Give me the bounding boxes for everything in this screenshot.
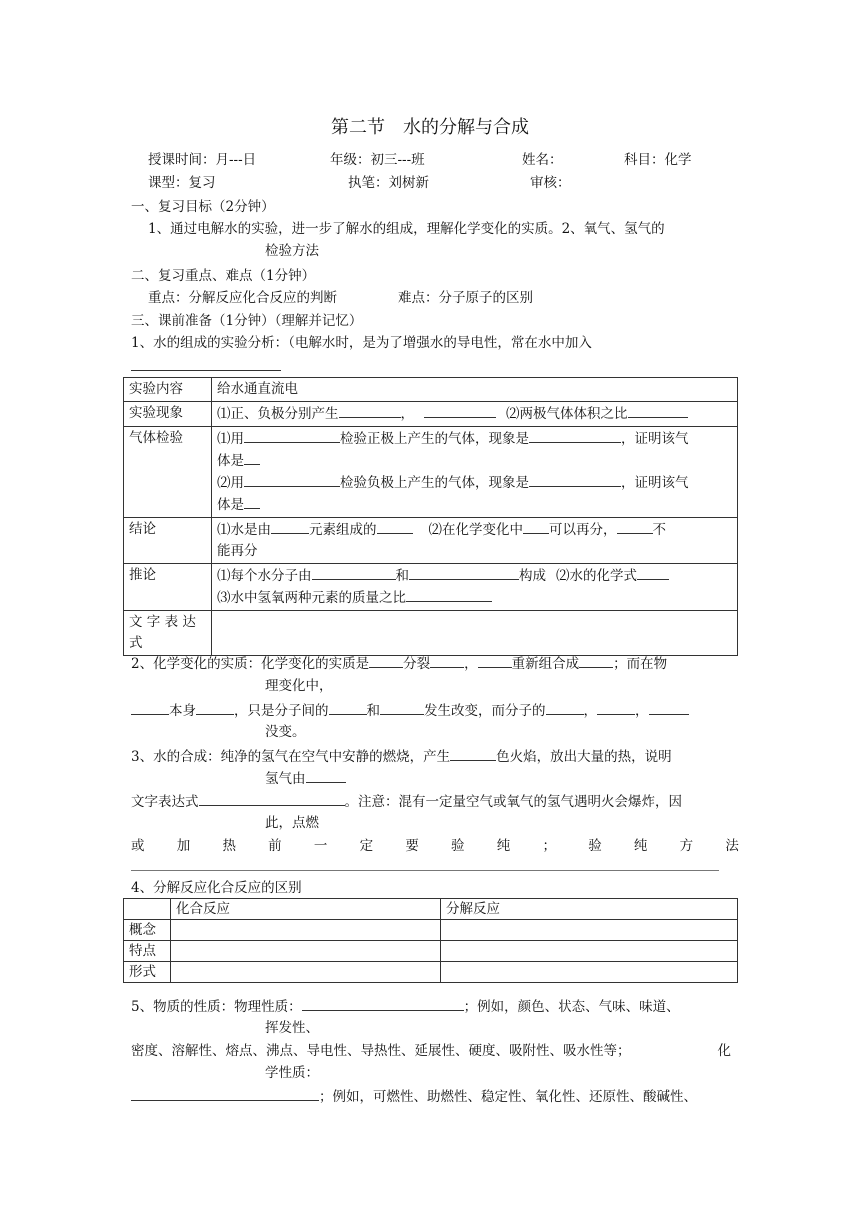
row-label: 气体检验 bbox=[124, 427, 212, 518]
subject: 科目：化学 bbox=[624, 152, 692, 168]
table-row bbox=[124, 899, 738, 920]
item-5-line-2: 挥发性、 bbox=[265, 1020, 319, 1036]
item-2-line-4: 没变。 bbox=[265, 724, 306, 740]
table-row bbox=[124, 518, 738, 564]
goal-line-2: 检验方法 bbox=[265, 243, 319, 259]
item-5-line-4: 学性质： bbox=[265, 1065, 319, 1081]
row-label: 实验内容 bbox=[124, 378, 212, 402]
section-1-heading: 一、复习目标（2分钟） bbox=[131, 199, 275, 215]
page-title: 第二节 水的分解与合成 bbox=[331, 117, 529, 138]
item-3-line-3: 文字表达式 。注意：混有一定量空气或氧气的氢气遇明火会爆炸，因 bbox=[131, 791, 682, 812]
table-row bbox=[124, 402, 738, 427]
table-row bbox=[124, 962, 738, 983]
reviewer-label: 审核： bbox=[530, 175, 571, 191]
lesson-time: 授课时间：月---日 bbox=[148, 152, 257, 168]
item-5-line-5: ；例如，可燃性、助燃性、稳定性、氧化性、还原性、酸碱性、 bbox=[131, 1086, 697, 1107]
goal-line-1: 1、通过电解水的实验，进一步了解水的组成，理解化学变化的实质。2、氧气、氢气的 bbox=[148, 221, 665, 237]
row-value: ⑴每个水分子由 和 构成 ⑵水的化学式 ⑶水中氢氧两种元素的质量之比 bbox=[212, 564, 738, 611]
table-row bbox=[124, 611, 738, 656]
item-3-line-5: 或 加 热 前 一 定 要 验 纯 ； 验 纯 方 法 bbox=[131, 838, 739, 854]
difficult-point: 难点：分子原子的区别 bbox=[398, 290, 533, 306]
item-3-line-1: 3、水的合成：纯净的氢气在空气中安静的燃烧，产生 色火焰，放出大量的热，说明 bbox=[131, 746, 672, 767]
student-name-label: 姓名： bbox=[522, 152, 563, 168]
electrolysis-table bbox=[123, 377, 738, 656]
row-label: 特点 bbox=[124, 941, 171, 962]
row-label: 概念 bbox=[124, 920, 171, 941]
item-4-heading: 4、分解反应化合反应的区别 bbox=[131, 880, 302, 896]
corner-cell bbox=[124, 899, 171, 920]
section-2-heading: 二、复习重点、难点（1分钟） bbox=[131, 268, 316, 284]
item-5-line-3: 密度、溶解性、熔点、沸点、导电性、导热性、延展性、硬度、吸附性、吸水性等； 化 bbox=[131, 1043, 731, 1059]
item-3-line-2: 氢气由 bbox=[265, 768, 346, 789]
item-5-line-1: 5、物质的性质：物理性质： ；例如，颜色、状态、气味、味道、 bbox=[131, 996, 680, 1017]
row-value bbox=[212, 611, 738, 656]
item-2-line-3: 本身 ，只是分子间的 和 发生改变，而分子的 ， ， bbox=[131, 700, 689, 721]
table-row bbox=[124, 941, 738, 962]
row-value: ⑴正、负极分别产生 ， ⑵两极气体体积之比 bbox=[212, 402, 738, 427]
row-value: 给水通直流电 bbox=[212, 378, 738, 402]
item-1-blank bbox=[131, 356, 281, 377]
item-2-line-1: 2、化学变化的实质：化学变化的实质是 分裂 ， 重新组合成 ；而在物 bbox=[131, 653, 667, 674]
table-row bbox=[124, 920, 738, 941]
row-label: 实验现象 bbox=[124, 402, 212, 427]
row-label: 形式 bbox=[124, 962, 171, 983]
row-value: ⑴用 检验正极上产生的气体，现象是 ，证明该气 体是 ⑵用 检验负极上产生的气体，现象是 ，证明该气 体是 bbox=[212, 427, 738, 518]
table-row bbox=[124, 564, 738, 611]
grade: 年级：初三---班 bbox=[330, 152, 425, 168]
author: 执笔：刘树新 bbox=[348, 175, 429, 191]
table-row bbox=[124, 427, 738, 518]
item-1-text: 1、水的组成的实验分析：（电解水时，是为了增强水的导电性，常在水中加入 bbox=[131, 335, 592, 351]
key-point: 重点：分解反应化合反应的判断 bbox=[148, 290, 337, 306]
table-row bbox=[124, 378, 738, 402]
section-3-heading: 三、课前准备（1分钟）（理解并记忆） bbox=[131, 313, 363, 329]
column-header: 分解反应 bbox=[441, 899, 738, 920]
item-2-line-2: 理变化中， bbox=[265, 678, 333, 694]
item-3-line-4: 此，点燃 bbox=[265, 815, 319, 831]
reaction-compare-table bbox=[123, 898, 738, 983]
lesson-type: 课型：复习 bbox=[148, 175, 216, 191]
row-label: 结论 bbox=[124, 518, 212, 564]
row-value: ⑴水是由 元素组成的 ⑵在化学变化中 可以再分， 不 能再分 bbox=[212, 518, 738, 564]
row-label: 推论 bbox=[124, 564, 212, 611]
column-header: 化合反应 bbox=[171, 899, 441, 920]
item-3-answer-line bbox=[131, 856, 719, 871]
row-label: 文 字 表 达 式 bbox=[124, 611, 212, 656]
